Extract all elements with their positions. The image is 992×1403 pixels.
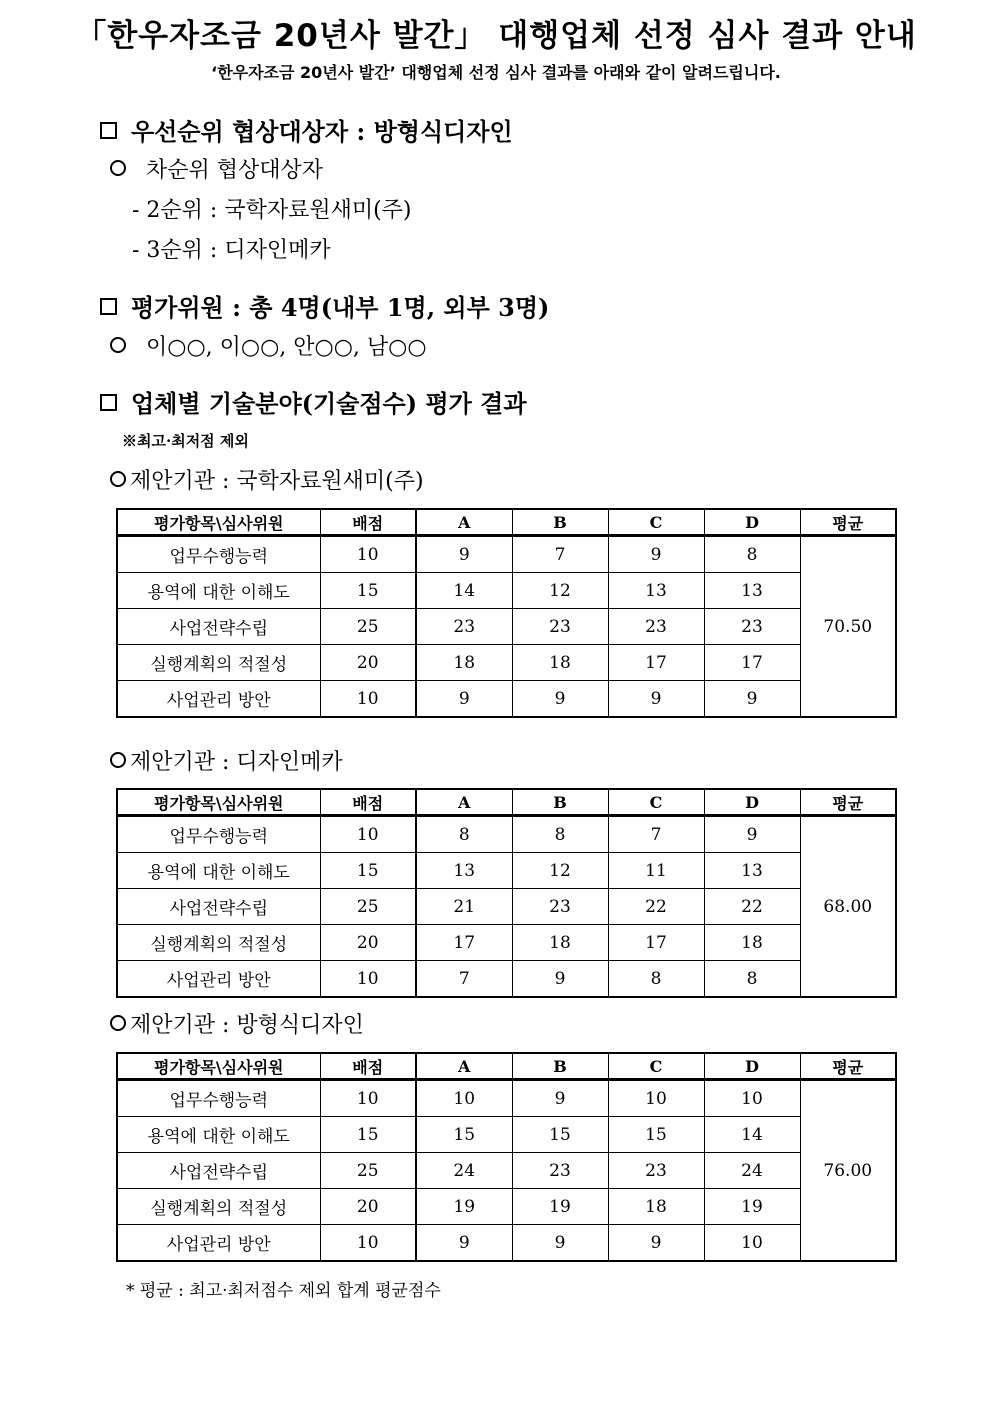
score-cell: 13 (608, 573, 704, 609)
score-cell: 8 (416, 816, 512, 853)
score-cell: 7 (416, 961, 512, 998)
table-row (117, 961, 896, 998)
column-header: C (608, 1053, 704, 1080)
max-score-cell: 25 (320, 609, 416, 645)
score-cell: 8 (704, 536, 800, 573)
company-label-text: 제안기관 : 디자인메카 (130, 750, 343, 775)
document-title: 「한우자조금 20년사 발간」 대행업체 선정 심사 결과 안내 (75, 18, 917, 54)
circle-bullet-icon (110, 160, 126, 176)
score-cell: 24 (704, 1153, 800, 1189)
score-cell: 8 (512, 816, 608, 853)
score-cell: 7 (512, 536, 608, 573)
score-cell: 9 (416, 681, 512, 718)
score-cell: 13 (704, 573, 800, 609)
score-cell: 24 (416, 1153, 512, 1189)
score-table-3 (116, 1052, 897, 1262)
score-cell: 9 (608, 1225, 704, 1262)
results-note: ※최고·최저점 제외 (122, 432, 249, 450)
max-score-cell: 25 (320, 889, 416, 925)
column-header: 평가항목\심사위원 (117, 1053, 320, 1080)
results-heading (100, 384, 527, 419)
score-cell: 23 (512, 609, 608, 645)
score-cell: 23 (512, 889, 608, 925)
score-cell: 14 (704, 1117, 800, 1153)
table-row (117, 573, 896, 609)
average-score-cell: 76.00 (800, 1080, 896, 1262)
score-cell: 18 (512, 645, 608, 681)
score-cell: 18 (704, 925, 800, 961)
column-header: A (416, 509, 512, 536)
score-cell: 13 (704, 853, 800, 889)
score-cell: 10 (704, 1225, 800, 1262)
max-score-cell: 15 (320, 853, 416, 889)
score-cell: 15 (512, 1117, 608, 1153)
score-cell: 21 (416, 889, 512, 925)
evaluators-heading-text: 평가위원 : 총 4명(내부 1명, 외부 3명) (131, 293, 550, 322)
score-cell: 9 (512, 961, 608, 998)
score-cell: 9 (512, 681, 608, 718)
score-cell: 9 (608, 681, 704, 718)
score-cell: 8 (608, 961, 704, 998)
score-table-2 (116, 788, 897, 998)
score-cell: 23 (608, 609, 704, 645)
max-score-cell: 10 (320, 816, 416, 853)
company-label-1 (110, 464, 424, 495)
score-cell: 19 (416, 1189, 512, 1225)
evaluator-names-text: 이○○, 이○○, 안○○, 남○○ (146, 335, 427, 360)
max-score-cell: 10 (320, 536, 416, 573)
circle-bullet-icon (110, 752, 126, 768)
score-cell: 11 (608, 853, 704, 889)
max-score-cell: 15 (320, 1117, 416, 1153)
row-label: 사업전략수립 (117, 889, 320, 925)
max-score-cell: 15 (320, 573, 416, 609)
evaluators-heading (100, 288, 549, 323)
score-cell: 17 (704, 645, 800, 681)
row-label: 용역에 대한 이해도 (117, 853, 320, 889)
table-row (117, 681, 896, 718)
score-cell: 10 (416, 1080, 512, 1117)
document-subtitle: ‘한우자조금 20년사 발간’ 대행업체 선정 심사 결과를 아래와 같이 알려드립니다. (211, 63, 781, 82)
score-cell: 9 (704, 681, 800, 718)
table-row (117, 536, 896, 573)
table-row (117, 1117, 896, 1153)
score-cell: 18 (416, 645, 512, 681)
row-label: 사업전략수립 (117, 609, 320, 645)
score-table-1 (116, 508, 897, 718)
next-priority-text: 차순위 협상대상자 (146, 158, 324, 183)
company-label-text: 제안기관 : 국학자료원새미(주) (130, 469, 424, 494)
score-cell: 9 (512, 1225, 608, 1262)
column-header: 배점 (320, 509, 416, 536)
column-header: B (512, 789, 608, 816)
row-label: 실행계획의 적절성 (117, 925, 320, 961)
row-label: 업무수행능력 (117, 536, 320, 573)
score-cell: 10 (704, 1080, 800, 1117)
row-label: 용역에 대한 이해도 (117, 573, 320, 609)
square-bullet-icon (100, 122, 117, 139)
score-cell: 17 (608, 645, 704, 681)
score-cell: 12 (512, 573, 608, 609)
max-score-cell: 25 (320, 1153, 416, 1189)
evaluator-names (110, 330, 427, 361)
score-cell: 22 (608, 889, 704, 925)
max-score-cell: 10 (320, 1080, 416, 1117)
score-cell: 17 (608, 925, 704, 961)
score-cell: 23 (512, 1153, 608, 1189)
row-label: 업무수행능력 (117, 816, 320, 853)
max-score-cell: 10 (320, 961, 416, 998)
row-label: 사업관리 방안 (117, 1225, 320, 1262)
footnote: * 평균 : 최고·최저점수 제외 합계 평균점수 (126, 1281, 441, 1301)
score-cell: 18 (608, 1189, 704, 1225)
score-cell: 15 (608, 1117, 704, 1153)
table-row (117, 1153, 896, 1189)
average-score-cell: 68.00 (800, 816, 896, 998)
square-bullet-icon (100, 298, 117, 315)
column-header: D (704, 509, 800, 536)
rank-2-item: - 2순위 : 국학자료원새미(주) (132, 198, 412, 223)
circle-bullet-icon (110, 471, 126, 487)
score-cell: 23 (416, 609, 512, 645)
score-cell: 13 (416, 853, 512, 889)
max-score-cell: 20 (320, 645, 416, 681)
table-row (117, 1225, 896, 1262)
score-cell: 9 (416, 1225, 512, 1262)
company-label-2 (110, 745, 343, 776)
score-cell: 9 (608, 536, 704, 573)
column-header: B (512, 509, 608, 536)
row-label: 사업관리 방안 (117, 681, 320, 718)
score-cell: 23 (704, 609, 800, 645)
column-header: 평균 (800, 789, 896, 816)
score-cell: 9 (416, 536, 512, 573)
row-label: 실행계획의 적절성 (117, 1189, 320, 1225)
circle-bullet-icon (110, 1015, 126, 1031)
score-cell: 23 (608, 1153, 704, 1189)
score-cell: 8 (704, 961, 800, 998)
table-row (117, 816, 896, 853)
row-label: 업무수행능력 (117, 1080, 320, 1117)
column-header: A (416, 789, 512, 816)
results-heading-text: 업체별 기술분야(기술점수) 평가 결과 (131, 389, 527, 418)
table-row (117, 609, 896, 645)
square-bullet-icon (100, 394, 117, 411)
column-header: B (512, 1053, 608, 1080)
score-cell: 15 (416, 1117, 512, 1153)
average-score-cell: 70.50 (800, 536, 896, 718)
priority-heading-text: 우선순위 협상대상자 : 방형식디자인 (131, 117, 513, 146)
column-header: 배점 (320, 1053, 416, 1080)
priority-heading (100, 112, 513, 147)
max-score-cell: 20 (320, 925, 416, 961)
score-cell: 14 (416, 573, 512, 609)
circle-bullet-icon (110, 337, 126, 353)
score-cell: 12 (512, 853, 608, 889)
company-label-3 (110, 1008, 364, 1039)
column-header: D (704, 789, 800, 816)
score-cell: 22 (704, 889, 800, 925)
max-score-cell: 20 (320, 1189, 416, 1225)
row-label: 실행계획의 적절성 (117, 645, 320, 681)
score-cell: 19 (512, 1189, 608, 1225)
score-cell: 19 (704, 1189, 800, 1225)
row-label: 용역에 대한 이해도 (117, 1117, 320, 1153)
table-row (117, 889, 896, 925)
row-label: 사업관리 방안 (117, 961, 320, 998)
score-cell: 10 (608, 1080, 704, 1117)
table-row (117, 1189, 896, 1225)
table-row (117, 1080, 896, 1117)
max-score-cell: 10 (320, 681, 416, 718)
column-header: 평균 (800, 1053, 896, 1080)
table-row (117, 853, 896, 889)
score-cell: 9 (512, 1080, 608, 1117)
column-header: 배점 (320, 789, 416, 816)
column-header: D (704, 1053, 800, 1080)
column-header: 평균 (800, 509, 896, 536)
table-row (117, 925, 896, 961)
score-cell: 7 (608, 816, 704, 853)
score-cell: 18 (512, 925, 608, 961)
rank-3-item: - 3순위 : 디자인메카 (132, 238, 331, 263)
column-header: C (608, 509, 704, 536)
table-row (117, 645, 896, 681)
column-header: 평가항목\심사위원 (117, 509, 320, 536)
score-cell: 9 (704, 816, 800, 853)
column-header: C (608, 789, 704, 816)
company-label-text: 제안기관 : 방형식디자인 (130, 1013, 364, 1038)
row-label: 사업전략수립 (117, 1153, 320, 1189)
next-priority-heading (110, 153, 323, 184)
column-header: A (416, 1053, 512, 1080)
score-cell: 17 (416, 925, 512, 961)
column-header: 평가항목\심사위원 (117, 789, 320, 816)
max-score-cell: 10 (320, 1225, 416, 1262)
